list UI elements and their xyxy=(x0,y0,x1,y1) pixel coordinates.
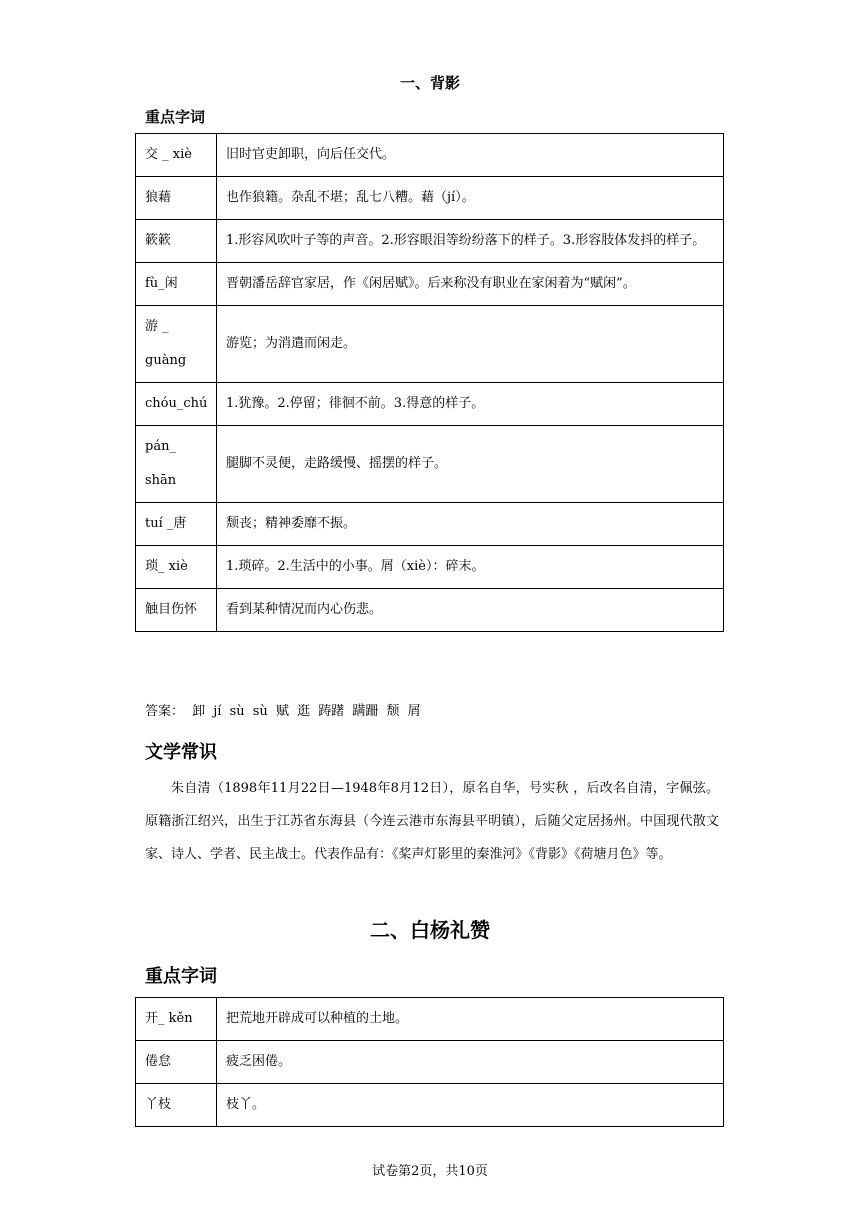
table-row xyxy=(136,306,724,383)
table-row xyxy=(136,589,724,632)
vocab-definition: 晋朝潘岳辞官家居，作《闲居赋》。后来称没有职业在家闲着为“赋闲”。 xyxy=(217,263,724,306)
literature-heading: 文学常识 xyxy=(145,742,217,763)
table-row xyxy=(136,263,724,306)
table-row xyxy=(136,1084,724,1127)
vocab-word: 倦怠 xyxy=(136,1041,217,1084)
vocab-word: 交 _ xiè xyxy=(136,134,217,177)
vocab-word: 簌簌 xyxy=(136,220,217,263)
section1-subtitle: 重点字词 xyxy=(145,108,206,126)
table-row xyxy=(136,546,724,589)
section1-title: 一、背影 xyxy=(399,74,460,92)
vocab-definition: 枝丫。 xyxy=(217,1084,724,1127)
table-row xyxy=(136,998,724,1041)
table-row xyxy=(136,134,724,177)
page-footer: 试卷第2页，共10页 xyxy=(372,1164,488,1179)
vocab-definition: 游览；为消遣而闲走。 xyxy=(217,306,724,383)
vocab-definition: 也作狼籍。杂乱不堪；乱七八糟。藉（jí）。 xyxy=(217,177,724,220)
vocab-word: 开_ kěn xyxy=(136,998,217,1041)
vocab-word: fù_闲 xyxy=(136,263,217,306)
vocab-word: 狼藉 xyxy=(136,177,217,220)
vocab-definition: 1.犹豫。2.停留；徘徊不前。3.得意的样子。 xyxy=(217,383,724,426)
section2-title: 二、白杨礼赞 xyxy=(370,918,490,942)
table-row xyxy=(136,177,724,220)
vocab-word: 琐_ xiè xyxy=(136,546,217,589)
vocab-word: tuí _唐 xyxy=(136,503,217,546)
vocab-word: 丫枝 xyxy=(136,1084,217,1127)
vocab-table-2 xyxy=(135,997,724,1127)
vocab-definition: 腿脚不灵便，走路缓慢、摇摆的样子。 xyxy=(217,426,724,503)
table-row xyxy=(136,220,724,263)
literature-paragraph: 朱自清（1898年11月22日—1948年8月12日），原名自华，号实秋 ，后改名自清，字佩弦。原籍浙江绍兴，出生于江苏省东海县（今连云港市东海县平明镇），后随父定居扬州。中国现代散文家、诗人、学者、民主战士。代表作品有：《桨声灯影里的秦淮河》《背影》《荷塘月色》等。 xyxy=(145,781,719,862)
vocab-definition: 1.琐碎。2.生活中的小事。屑（xiè）：碎末。 xyxy=(217,546,724,589)
vocab-word: 游 _ guàng xyxy=(136,306,217,383)
table-row xyxy=(136,426,724,503)
section2-subtitle: 重点字词 xyxy=(145,966,217,987)
vocab-definition: 颓丧；精神委靡不振。 xyxy=(217,503,724,546)
vocab-table-1 xyxy=(135,133,724,632)
vocab-word: 触目伤怀 xyxy=(136,589,217,632)
vocab-definition: 1.形容风吹叶子等的声音。2.形容眼泪等纷纷落下的样子。3.形容肢体发抖的样子。 xyxy=(217,220,724,263)
vocab-definition: 把荒地开辟成可以种植的土地。 xyxy=(217,998,724,1041)
table-row xyxy=(136,1041,724,1084)
vocab-word: pán_ shān xyxy=(136,426,217,503)
vocab-definition: 疲乏困倦。 xyxy=(217,1041,724,1084)
vocab-word: chóu_chú xyxy=(136,383,217,426)
table-row xyxy=(136,383,724,426)
answer-line: 答案： 卸 jí sù sù 赋 逛 踌躇 蹒跚 颓 屑 xyxy=(145,704,421,719)
vocab-definition: 看到某种情况而内心伤悲。 xyxy=(217,589,724,632)
vocab-definition: 旧时官吏卸职，向后任交代。 xyxy=(217,134,724,177)
table-row xyxy=(136,503,724,546)
